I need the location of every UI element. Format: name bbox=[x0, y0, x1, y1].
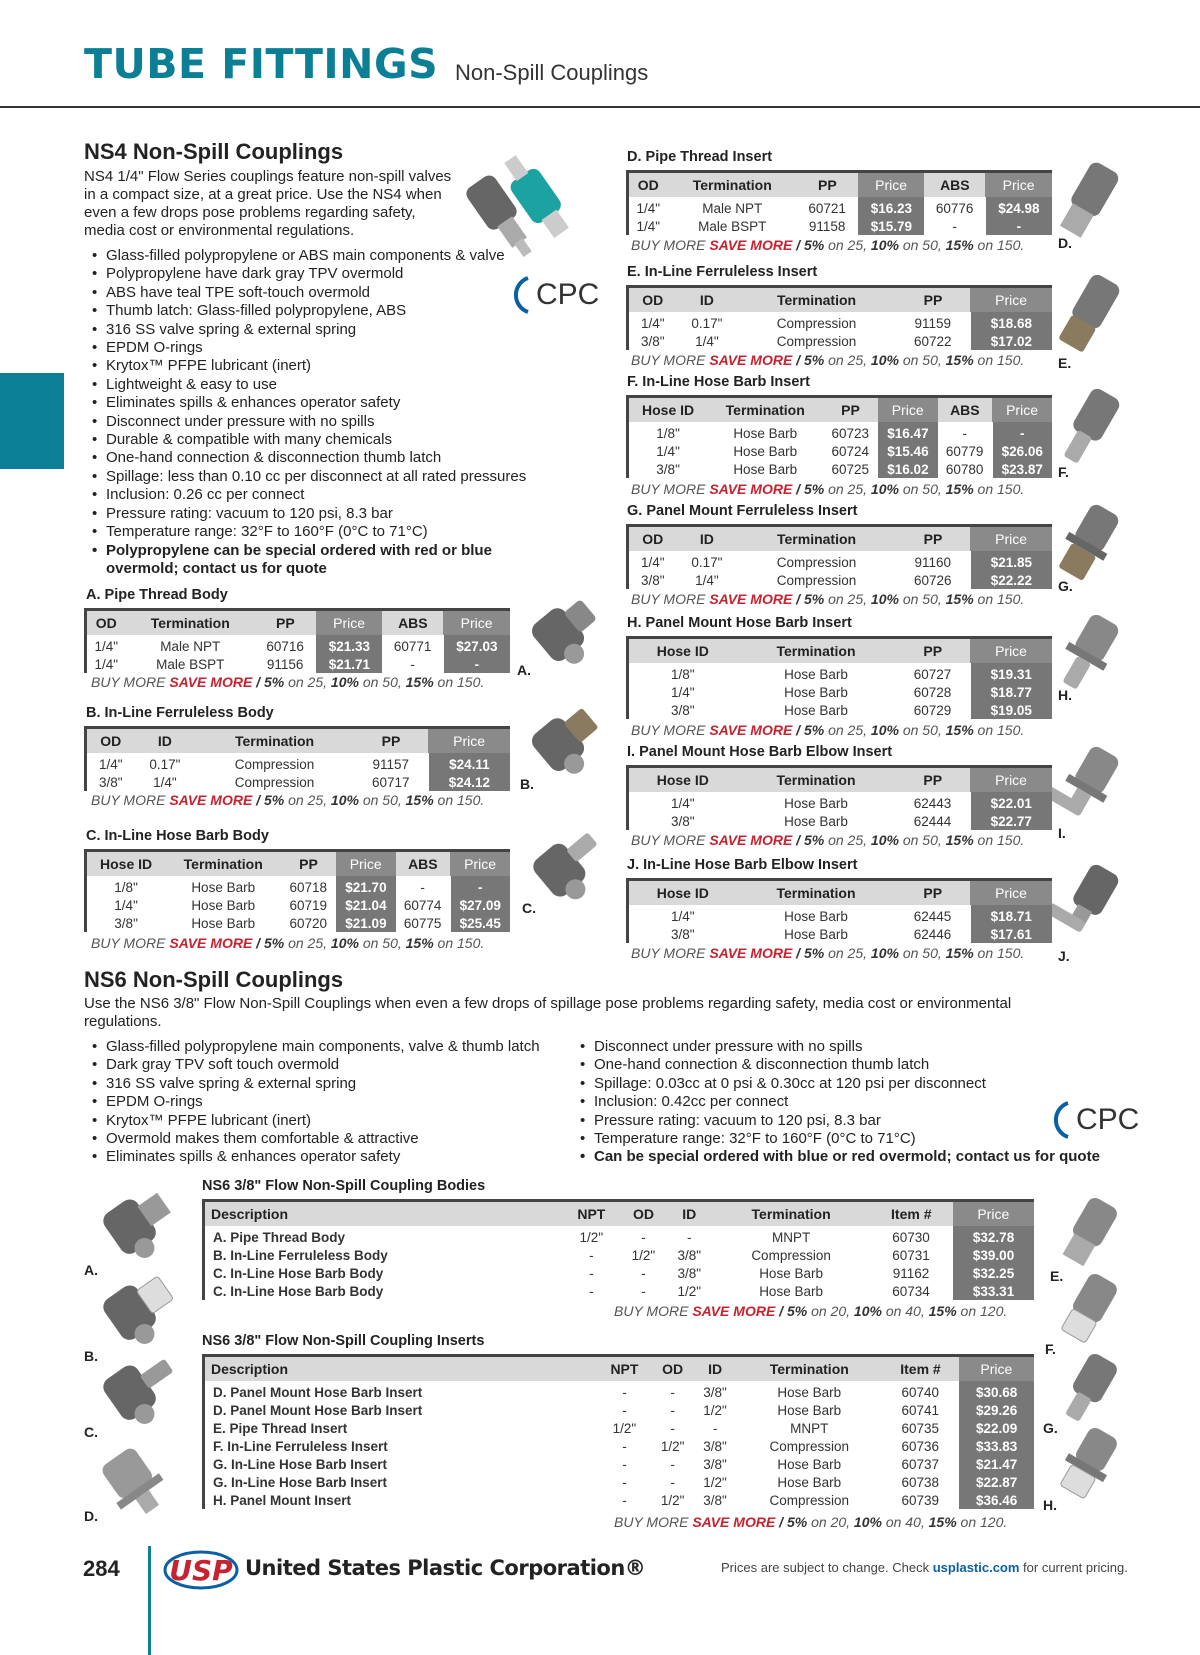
product-a-label: A. bbox=[517, 662, 531, 678]
product-d-image bbox=[1055, 156, 1135, 246]
buy-more-note: BUY MORE SAVE MORE / 5% on 25, 10% on 50, 15% on 150. bbox=[631, 591, 1025, 607]
usp-logo-text: USP bbox=[169, 1554, 233, 1587]
buy-more-note: BUY MORE SAVE MORE / 5% on 20, 10% on 40, 15% on 120. bbox=[614, 1514, 1008, 1530]
ns6-product-e-image bbox=[1050, 1196, 1140, 1276]
ns4-intro: NS4 1/4" Flow Series couplings feature non-spill valves in a compact size, at a great price. Use the NS4 when even a few drops pose problems regarding safety, media cost or environmental regulations. bbox=[84, 168, 452, 239]
page-number: 284 bbox=[83, 1556, 120, 1581]
table-g: OD ID Termination PP Price 1/4" 0.17" Compression 91160 $21.85 3/8" 1/4" Compression 60726 $22.22 bbox=[626, 524, 1052, 589]
product-g-label: G. bbox=[1058, 578, 1073, 594]
page-title: TUBE FITTINGS bbox=[84, 40, 439, 88]
buy-more-note: BUY MORE SAVE MORE / 5% on 25, 10% on 50, 15% on 150. bbox=[631, 945, 1025, 961]
usplastic-link[interactable]: usplastic.com bbox=[932, 1560, 1020, 1575]
ns6-bodies-title: NS6 3/8" Flow Non-Spill Coupling Bodies bbox=[202, 1178, 486, 1194]
table-f: Hose ID Termination PP Price ABS Price 1/8" Hose Barb 60723 $16.47 - - 1/4" Hose Barb 60724 $15.46 60779 $26.06 3/8" Hose Barb 60725 $16.02 60780 $23.87 bbox=[626, 395, 1052, 478]
buy-more-note: BUY MORE SAVE MORE / 5% on 25, 10% on 50, 15% on 150. bbox=[631, 352, 1025, 368]
ns6-product-e-label: E. bbox=[1050, 1268, 1064, 1284]
ns6-product-g-label: G. bbox=[1043, 1420, 1058, 1436]
buy-more-note: BUY MORE SAVE MORE / 5% on 25, 10% on 50, 15% on 150. bbox=[631, 481, 1025, 497]
usp-logo bbox=[163, 1548, 239, 1592]
table-j-title: J. In-Line Hose Barb Elbow Insert bbox=[627, 857, 858, 873]
ns4-feature-list: • Glass-filled polypropylene or ABS main components & valve • Polypropylene have dark gray TPV overmold • ABS have teal TPE soft-touch overmold • Thumb latch: Glass-filled polypropylene, ABS • 316 SS valve spring & external spring • EPDM O-rings • Krytox™ PFPE lubricant (inert) • Lightweight & easy to use • Eliminates spills & enhances operator safety • Disconnect under pressure with no spills • Durable & compatible with many chemicals • One-hand connection & disconnection thumb latch • Spillage: less than 0.10 cc per disconnect at all rated pressures • Inclusion: 0.26 cc per connect • Pressure rating: vacuum to 120 psi, 8.3 bar • Temperature range: 32°F to 160°F (0°C to 71°C) • Polypropylene can be special ordered with red or blue overmold; contact us for quote bbox=[92, 247, 612, 578]
ns6-product-a-image bbox=[84, 1186, 184, 1266]
pricing-note: Prices are subject to change. Check usplastic.com for current pricing. bbox=[721, 1560, 1128, 1575]
ns6-inserts-table: Description NPT OD ID Termination Item # Price D. Panel Mount Hose Barb Insert - - 3/8" Hose Barb 60740 $30.68 D. Panel Mount Hose Barb Insert - - 1/2" Hose Barb 60741 $29.26 E. Pipe Thread Insert 1/2" - - MNPT 60735 $22.09 F. In-Line Ferruleless Insert - 1/2" 3/8" Compression 60736 $33.83 G. In-Line Hose Barb Insert - - 3/8" Hose Barb 60737 $21.47 G. In-Line Hose Barb Insert - - 1/2" Hose Barb 60738 $22.87 H. Panel Mount Insert - 1/2" 3/8" Compression 60739 $36.46 bbox=[202, 1354, 1034, 1509]
table-j: Hose ID Termination PP Price 1/4" Hose Barb 62445 $18.71 3/8" Hose Barb 62446 $17.61 bbox=[626, 878, 1052, 943]
table-c: Hose ID Termination PP Price ABS Price 1/8" Hose Barb 60718 $21.70 - - 1/4" Hose Barb 60719 $21.04 60774 $27.09 3/8" Hose Barb 60720 $21.09 60775 $25.45 bbox=[84, 849, 510, 932]
cpc-logo: CPC bbox=[508, 275, 599, 315]
product-b-image bbox=[516, 700, 608, 780]
ns6-inserts-title: NS6 3/8" Flow Non-Spill Coupling Inserts bbox=[202, 1333, 485, 1349]
table-d: OD Termination PP Price ABS Price 1/4" Male NPT 60721 $16.23 60776 $24.98 1/4" Male BSPT 91158 $15.79 - - bbox=[626, 170, 1052, 235]
product-h-label: H. bbox=[1058, 687, 1072, 703]
ns6-product-h-label: H. bbox=[1043, 1497, 1057, 1513]
table-b-title: B. In-Line Ferruleless Body bbox=[86, 705, 274, 721]
ns6-heading: NS6 Non-Spill Couplings bbox=[84, 967, 344, 992]
buy-more-note: BUY MORE SAVE MORE / 5% on 25, 10% on 50, 15% on 150. bbox=[91, 674, 485, 690]
product-j-image bbox=[1052, 860, 1136, 950]
buy-more-note: BUY MORE SAVE MORE / 5% on 25, 10% on 50, 15% on 150. bbox=[631, 237, 1025, 253]
product-e-image bbox=[1055, 270, 1135, 360]
header-rule bbox=[0, 106, 1200, 108]
product-f-label: F. bbox=[1058, 464, 1069, 480]
table-a: OD Termination PP Price ABS Price 1/4" Male NPT 60716 $21.33 60771 $27.03 1/4" Male BSPT 91156 $21.71 - - bbox=[84, 608, 510, 673]
product-g-image bbox=[1052, 500, 1136, 590]
table-h-title: H. Panel Mount Hose Barb Insert bbox=[627, 615, 852, 631]
buy-more-note: BUY MORE SAVE MORE / 5% on 25, 10% on 50, 15% on 150. bbox=[91, 935, 485, 951]
cpc-logo-mark-icon bbox=[508, 275, 534, 315]
footer-divider bbox=[148, 1546, 151, 1655]
page-subtitle: Non-Spill Couplings bbox=[455, 60, 649, 85]
product-f-image bbox=[1055, 384, 1135, 474]
ns6-product-h-image bbox=[1050, 1426, 1140, 1506]
buy-more-note: BUY MORE SAVE MORE / 5% on 20, 10% on 40, 15% on 120. bbox=[614, 1303, 1008, 1319]
ns4-heading: NS4 Non-Spill Couplings bbox=[84, 139, 344, 164]
product-i-image bbox=[1052, 742, 1136, 832]
table-f-title: F. In-Line Hose Barb Insert bbox=[627, 374, 810, 390]
ns4-couplings-image bbox=[450, 135, 610, 265]
ns6-product-g-image bbox=[1050, 1352, 1140, 1432]
product-c-label: C. bbox=[522, 900, 536, 916]
product-j-label: J. bbox=[1058, 948, 1070, 964]
ns6-product-c-image bbox=[84, 1352, 184, 1432]
ns6-feature-list-left: • Glass-filled polypropylene main components, valve & thumb latch • Dark gray TPV soft touch overmold • 316 SS valve spring & external spring • EPDM O-rings • Krytox™ PFPE lubricant (inert) • Overmold makes them comfortable & attractive • Eliminates spills & enhances operator safety bbox=[92, 1038, 582, 1167]
table-h: Hose ID Termination PP Price 1/8" Hose Barb 60727 $19.31 1/4" Hose Barb 60728 $18.77 3/8" Hose Barb 60729 $19.05 bbox=[626, 636, 1052, 719]
ns6-bodies-table: Description NPT OD ID Termination Item # Price A. Pipe Thread Body 1/2" - - MNPT 60730 $32.78 B. In-Line Ferruleless Body - 1/2" 3/8" Compression 60731 $39.00 C. In-Line Hose Barb Body - - 3/8" Hose Barb 91162 $32.25 C. In-Line Hose Barb Body - - 1/2" Hose Barb 60734 $33.31 bbox=[202, 1199, 1034, 1300]
table-d-title: D. Pipe Thread Insert bbox=[627, 149, 773, 165]
product-b-label: B. bbox=[520, 776, 534, 792]
ns6-product-c-label: C. bbox=[84, 1424, 98, 1440]
product-c-image bbox=[516, 822, 608, 906]
ns6-feature-list-right: • Disconnect under pressure with no spills • One-hand connection & disconnection thumb latch • Spillage: 0.03cc at 0 psi & 0.30cc at 120 psi per disconnect • Inclusion: 0.42cc per connect • Pressure rating: vacuum to 120 psi, 8.3 bar • Temperature range: 32°F to 160°F (0°C to 71°C) • Can be special ordered with blue or red overmold; contact us for quote bbox=[580, 1038, 1150, 1167]
ns6-intro: Use the NS6 3/8" Flow Non-Spill Couplings when even a few drops of spillage pose problems regarding safety, media cost or environmental regulations. bbox=[84, 995, 1012, 1030]
buy-more-note: BUY MORE SAVE MORE / 5% on 25, 10% on 50, 15% on 150. bbox=[91, 792, 485, 808]
table-i-title: I. Panel Mount Hose Barb Elbow Insert bbox=[627, 744, 893, 760]
buy-more-note: BUY MORE SAVE MORE / 5% on 25, 10% on 50, 15% on 150. bbox=[631, 722, 1025, 738]
ns6-product-d-label: D. bbox=[84, 1508, 98, 1524]
ns6-product-a-label: A. bbox=[84, 1262, 98, 1278]
product-d-label: D. bbox=[1058, 235, 1072, 251]
product-e-label: E. bbox=[1058, 355, 1072, 371]
ns6-product-b-label: B. bbox=[84, 1348, 98, 1364]
table-a-title: A. Pipe Thread Body bbox=[86, 587, 228, 603]
table-e-title: E. In-Line Ferruleless Insert bbox=[627, 264, 818, 280]
ns6-product-f-label: F. bbox=[1045, 1341, 1056, 1357]
table-i: Hose ID Termination PP Price 1/4" Hose Barb 62443 $22.01 3/8" Hose Barb 62444 $22.77 bbox=[626, 765, 1052, 830]
company-name: United States Plastic Corporation® bbox=[245, 1556, 646, 1580]
cpc-logo: CPC bbox=[1048, 1100, 1139, 1140]
ns6-product-b-image bbox=[84, 1272, 184, 1352]
buy-more-note: BUY MORE SAVE MORE / 5% on 25, 10% on 50, 15% on 150. bbox=[631, 832, 1025, 848]
section-side-tab bbox=[0, 373, 64, 469]
ns6-product-f-image bbox=[1050, 1272, 1140, 1352]
product-i-label: I. bbox=[1058, 825, 1066, 841]
table-c-title: C. In-Line Hose Barb Body bbox=[86, 828, 269, 844]
table-e: OD ID Termination PP Price 1/4" 0.17" Compression 91159 $18.68 3/8" 1/4" Compression 60722 $17.02 bbox=[626, 285, 1052, 350]
table-g-title: G. Panel Mount Ferruleless Insert bbox=[627, 503, 858, 519]
table-b: OD ID Termination PP Price 1/4" 0.17" Compression 91157 $24.11 3/8" 1/4" Compression 60717 $24.12 bbox=[84, 726, 510, 791]
ns6-product-d-image bbox=[84, 1436, 184, 1516]
cpc-logo-mark-icon bbox=[1048, 1100, 1074, 1140]
product-a-image bbox=[516, 590, 608, 670]
